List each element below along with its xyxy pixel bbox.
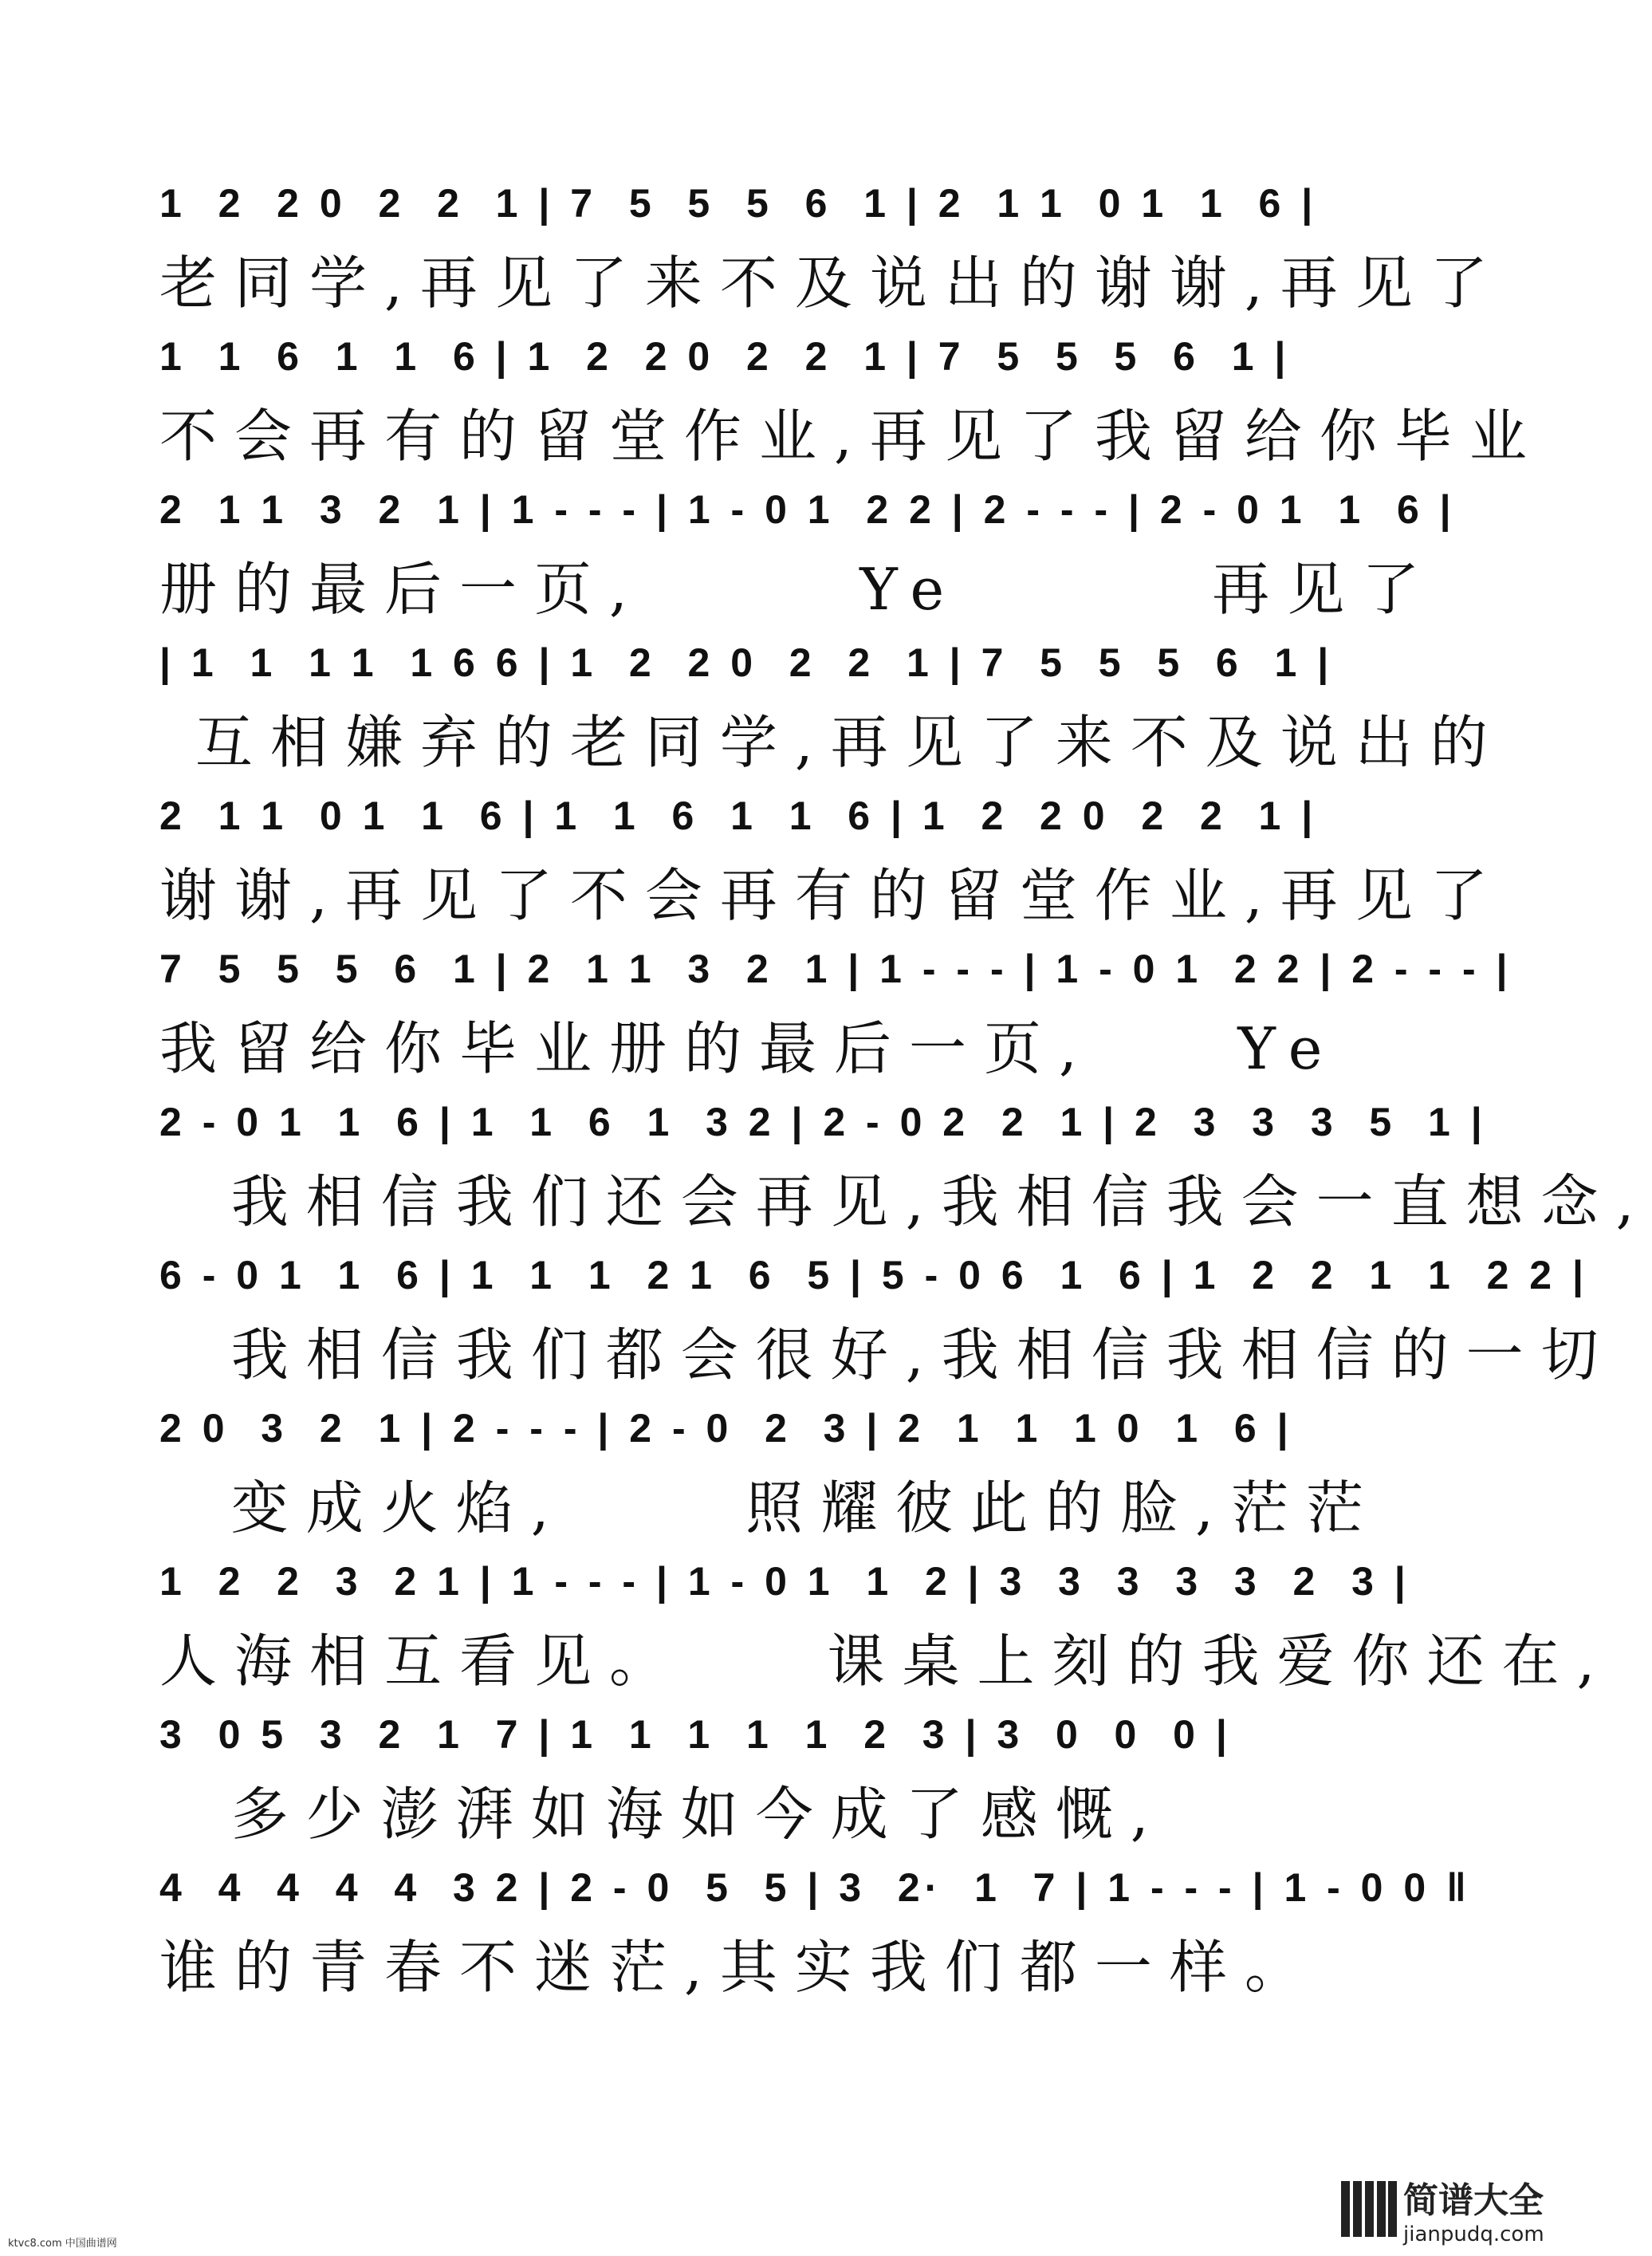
notation-row: 2 1 1 3 2 1 | 1 - - - | 1 - 0 1 2 2 | 2 - - - | 2 - 0 1 1 6 | (159, 487, 1456, 532)
notation-row: 4 4 4 4 4 3 2 | 2 - 0 5 5 | 3 2· 1 7 | 1 - - - | 1 - 0 0 ‖ (159, 1865, 1471, 1910)
score-line (0, 1392, 1595, 1544)
lyrics-row: 互相嫌弃的老同学,再见了来不及说出的 (159, 709, 1505, 776)
notation-row: 7 5 5 5 6 1 | 2 1 1 3 2 1 | 1 - - - | 1 - 0 1 2 2 | 2 - - - | (159, 947, 1512, 991)
notation-row: 1 2 2 3 2 1 | 1 - - - | 1 - 0 1 1 2 | 3 3 3 3 3 2 3 | (159, 1559, 1410, 1604)
score-line (0, 474, 1595, 625)
notation-row: 2 - 0 1 1 6 | 1 1 6 1 3 2 | 2 - 0 2 2 1 | 2 3 3 3 5 1 | (159, 1100, 1487, 1144)
lyrics-row: 我留给你毕业册的最后一页, Ye (159, 1015, 1340, 1082)
lyrics-row: 老同学,再见了来不及说出的谢谢,再见了 (159, 250, 1505, 317)
site-logo (1341, 2173, 1580, 2245)
score-line (0, 167, 1595, 319)
lyrics-row: 不会再有的留堂作业,再见了我留给你毕业 (159, 403, 1544, 470)
notation-row: 2 1 1 0 1 1 6 | 1 1 6 1 1 6 | 1 2 2 0 2 2 1 | (159, 793, 1318, 838)
score-line (0, 321, 1595, 472)
score-line (0, 1086, 1652, 1238)
notation-row: 1 2 2 0 2 2 1 | 7 5 5 5 6 1 | 2 1 1 0 1 1 6 | (159, 181, 1318, 226)
lyrics-row: 谢谢,再见了不会再有的留堂作业,再见了 (159, 862, 1505, 929)
lyrics-row: 谁的青春不迷茫,其实我们都一样。 (159, 1934, 1320, 2001)
notation-row: 3 0 5 3 2 1 7 | 1 1 1 1 1 2 3 | 3 0 0 0 | (159, 1712, 1232, 1757)
score-line (0, 627, 1595, 778)
notation-row: 6 - 0 1 1 6 | 1 1 1 2 1 6 5 | 5 - 0 6 1 6 | 1 2 2 1 1 2 2 | (159, 1253, 1588, 1297)
score-line (0, 780, 1595, 931)
score-line (0, 1545, 1613, 1697)
notation-row: | 1 1 1 1 1 6 6 | 1 2 2 0 2 2 1 | 7 5 5 5 6 1 | (159, 640, 1334, 685)
lyrics-row: 我相信我们还会再见,我相信我会一直想念, (159, 1168, 1652, 1235)
score-line (0, 933, 1595, 1085)
lyrics-row: 变成火焰, 照耀彼此的脸,茫茫 (159, 1474, 1381, 1541)
lyrics-row: 册的最后一页, Ye 再见了 (159, 556, 1438, 623)
score-line (0, 1852, 1595, 2003)
lyrics-row: 我相信我们都会很好,我相信我相信的一切 (159, 1321, 1616, 1388)
notation-row: 2 0 3 2 1 | 2 - - - | 2 - 0 2 3 | 2 1 1 1 0 1 6 | (159, 1406, 1293, 1451)
source-site-text: ktvc8.com 中国曲谱网 (8, 2238, 117, 2250)
score-line (0, 1239, 1616, 1391)
logo-title: 简谱大全 (1403, 2180, 1544, 2221)
notation-row: 1 1 6 1 1 6 | 1 2 2 0 2 2 1 | 7 5 5 5 6 1 | (159, 334, 1291, 379)
lyrics-row: 人海相互看见。 课桌上刻的我爱你还在, (159, 1628, 1613, 1695)
score-line (0, 1699, 1595, 1850)
lyrics-row: 多少澎湃如海如今成了感慨, (159, 1781, 1166, 1848)
logo-url: jianpudq.com (1403, 2223, 1544, 2246)
piano-keys-icon (1341, 2181, 1397, 2237)
